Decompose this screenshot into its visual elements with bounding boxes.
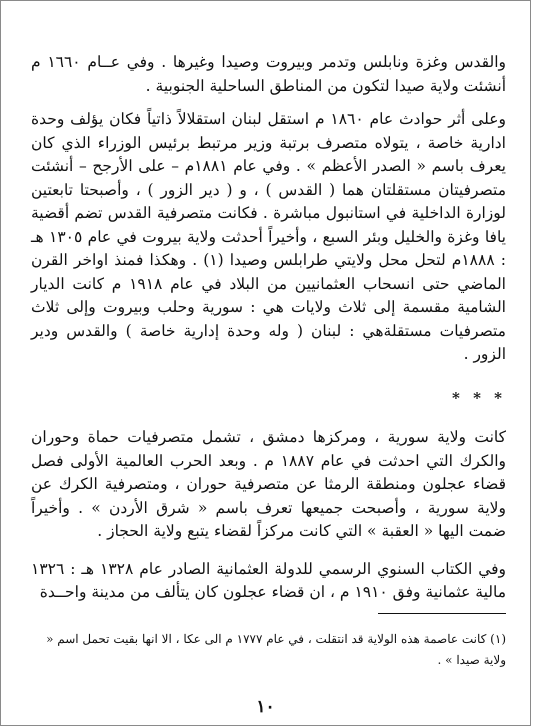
page-number: ١٠ — [256, 697, 275, 717]
main-text — [31, 51, 506, 605]
paragraph-2: وعلى أثر حوادث عام ١٨٦٠ م استقل لبنان استقلالاً ذاتياً فكان يؤلف وحدة ادارية خاصة ، يتولاه متصرف برتبة وزير مرتبط برئيس الوزراء الذي كان يعرف باسم « الصدر الأعظم » . وفي عام ١٨٨١م – على الأرجح – أنشئت متصرفيتان مستقلتان هما ( القدس ) ، و ( دير الزور ) ، وأصبحتا تابعتين لوزارة الداخلية في استانبول مباشرة . فكانت متصرفية القدس تضم أقضية يافا وغزة والخليل وبئر السبع ، وأخيراً أحدثت ولاية بيروت في عام ١٣٠٥ هـ : ١٨٨٨م لتحل محل ولايتي طرابلس وصيدا (١) . وهكذا فمنذ اواخر القرن الماضي حتى انسحاب العثمانيين من البلاد في عام ١٩١٨ م كانت الديار الشامية مقسمة إلى ثلاث ولايات هي : سورية وحلب وبيروت وإلى ثلاث متصرفيات مستقلةهي : لبنان ( وله وحدة إدارية خاصة ) والقدس ودير الزور . — [31, 110, 506, 363]
section-separator: * * * — [452, 388, 506, 407]
footnote: (١) كانت عاصمة هذه الولاية قد انتقلت ، في عام ١٧٧٧ م الى عكا ، الا انها بقيت تحمل اسم « ولاية صيدا » . — [46, 632, 506, 667]
paragraph-1: والقدس وغزة ونابلس وتدمر وبيروت وصيدا وغيرها . وفي عــام ١٦٦٠ م أنشئت ولاية صيدا لتكون من المناطق الساحلية الجنوبية . — [31, 53, 506, 95]
paragraph-4: وفي الكتاب السنوي الرسمي للدولة العثمانية الصادر عام ١٣٢٨ هـ : ١٣٢٦ مالية عثمانية وفق ١٩١٠ م ، ان قضاء عجلون كان يتألف من مدينة واحــدة — [31, 559, 507, 601]
paragraph-3: كانت ولاية سورية ، ومركزها دمشق ، تشمل متصرفيات حماة وحوران والكرك التي احدثت في عام ١٨٨٧ م . وبعد الحرب العالمية الأولى فصل قضاء عجلون ومنطقة الرمثا عن متصرفية حوران ، ومتصرفية الكرك عن ولاية سورية ، وأصبحت جميعها تعرف باسم « شرق الأردن » . وأخيراً ضمت اليها « العقبة » التي كانت مركزاً لقضاء يتبع ولاية الحجاز . — [31, 428, 506, 540]
footnote-rule — [378, 613, 506, 614]
